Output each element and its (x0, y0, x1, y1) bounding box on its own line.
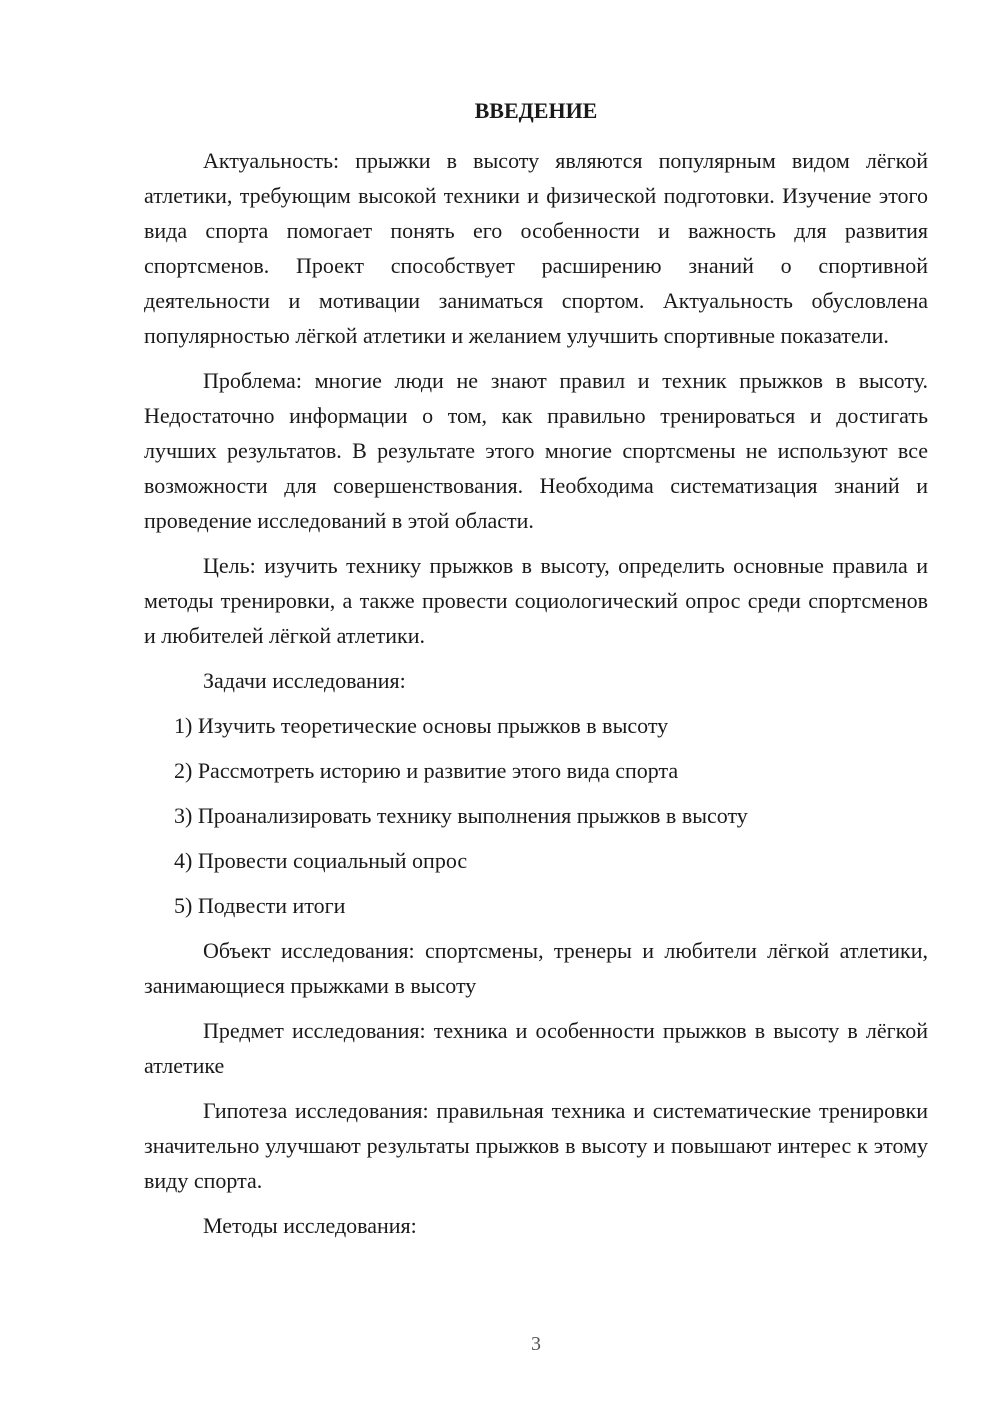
object-paragraph: Объект исследования: спортсмены, тренеры и любители лёгкой атлетики, занимающиеся прыжками в высоту (144, 938, 928, 998)
tasks-list (144, 708, 928, 923)
hypothesis-paragraph: Гипотеза исследования: правильная техника и систематические тренировки значительно улучшают результаты прыжков в высоту и повышают интерес к этому виду спорта. (144, 1098, 928, 1193)
page-number: 3 (531, 1333, 541, 1355)
list-item: 4) Провести социальный опрос (174, 848, 468, 873)
list-item: 3) Проанализировать технику выполнения прыжков в высоту (174, 803, 748, 828)
problem-paragraph: Проблема: многие люди не знают правил и техник прыжков в высоту. Недостаточно информации о том, как правильно тренироваться и достигать лучших результатов. В результате этого многие спортсмены не используют все возможности для совершенствования. Необходима систематизация знаний и проведение исследований в этой области. (144, 368, 928, 533)
page-title: ВВЕДЕНИЕ (474, 98, 598, 123)
goal-paragraph: Цель: изучить технику прыжков в высоту, определить основные правила и методы тренировки, а также провести социологический опрос среди спортсменов и любителей лёгкой атлетики. (144, 553, 928, 648)
list-item: 1) Изучить теоретические основы прыжков в высоту (174, 713, 669, 738)
list-item: 2) Рассмотреть историю и развитие этого вида спорта (174, 758, 679, 783)
tasks-heading: Задачи исследования: (203, 668, 406, 693)
methods-heading: Методы исследования: (203, 1213, 417, 1238)
intro-section (144, 143, 928, 1243)
subject-paragraph: Предмет исследования: техника и особенности прыжков в высоту в лёгкой атлетике (144, 1018, 928, 1078)
relevance-paragraph: Актуальность: прыжки в высоту являются популярным видом лёгкой атлетики, требующим высокой техники и физической подготовки. Изучение этого вида спорта помогает понять его особенности и важность для развития спортсменов. Проект способствует расширению знаний о спортивной деятельности и мотивации заниматься спортом. Актуальность обусловлена популярностью лёгкой атлетики и желанием улучшить спортивные показатели. (144, 148, 928, 348)
list-item: 5) Подвести итоги (174, 893, 346, 918)
